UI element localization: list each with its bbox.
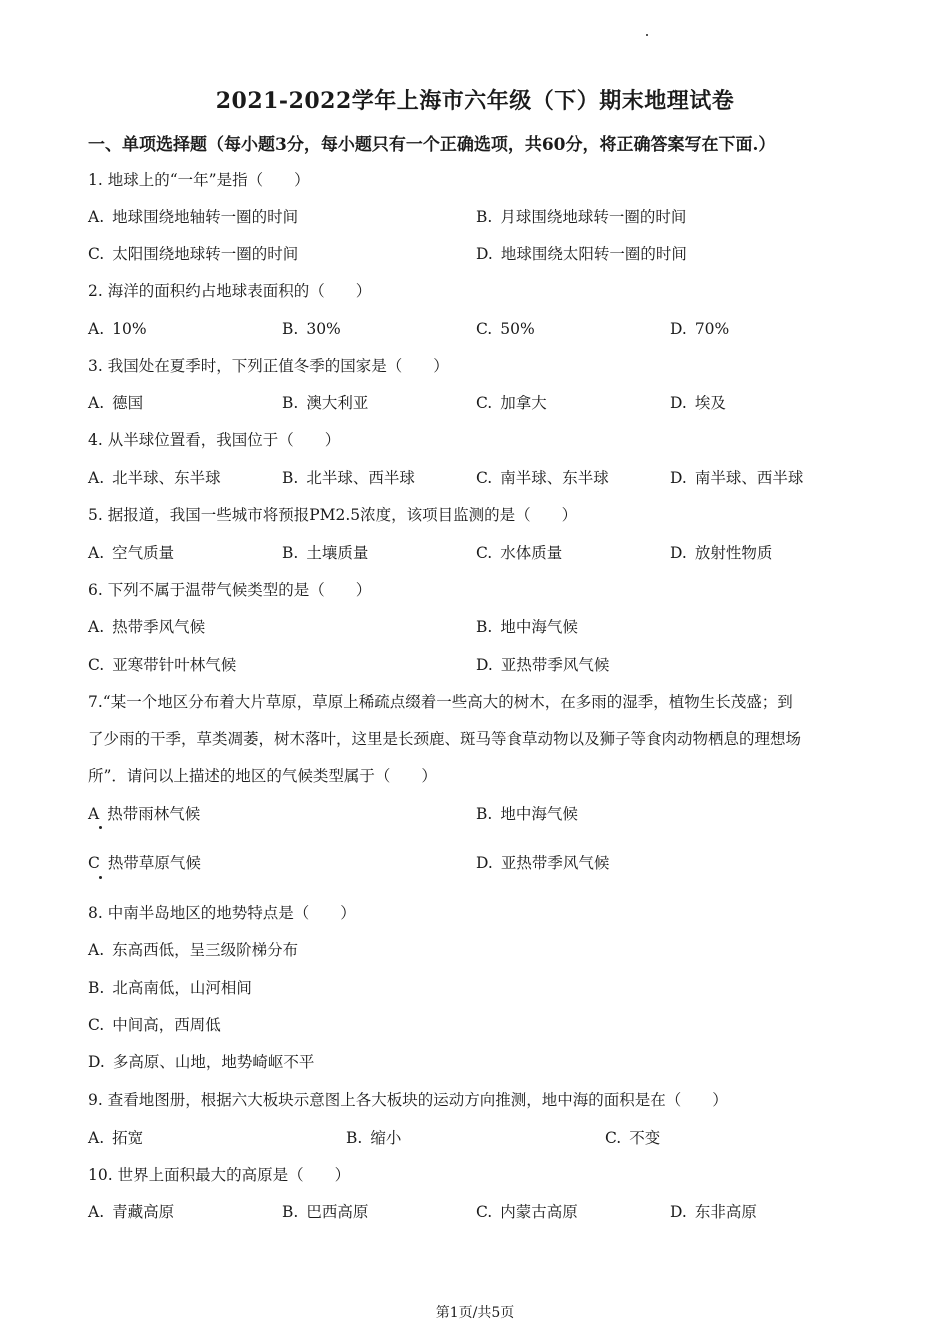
question-3-option-d: D. 埃及 bbox=[670, 394, 726, 412]
question-5-option-c: C. 水体质量 bbox=[476, 544, 563, 562]
question-4-option-c: C. 南半球、东半球 bbox=[476, 469, 609, 487]
question-7-stem-line-1: 7.“某一个地区分布着大片草原，草原上稀疏点缀着一些高大的树木，在多雨的湿季，植物生长茂盛；到 bbox=[88, 693, 793, 711]
question-10-option-b: B. 巴西高原 bbox=[282, 1203, 369, 1221]
question-1-option-a: A. 地球围绕地轴转一圈的时间 bbox=[88, 208, 299, 226]
question-8-option-d: D. 多高原、山地，地势崎岖不平 bbox=[88, 1053, 315, 1071]
question-4-option-a: A. 北半球、东半球 bbox=[88, 469, 221, 487]
question-4-stem: 4. 从半球位置看，我国位于（ ） bbox=[88, 431, 341, 449]
question-2-stem: 2. 海洋的面积约占地球表面积的（ ） bbox=[88, 282, 372, 300]
question-2-option-d: D. 70% bbox=[670, 320, 730, 338]
question-6-stem: 6. 下列不属于温带气候类型的是（ ） bbox=[88, 581, 372, 599]
question-7-option-d: D. 亚热带季风气候 bbox=[476, 854, 610, 872]
question-6-option-d: D. 亚热带季风气候 bbox=[476, 656, 610, 674]
question-6-option-b: B. 地中海气候 bbox=[476, 618, 578, 636]
question-5-stem: 5. 据报道，我国一些城市将预报PM2.5浓度，该项目监测的是（ ） bbox=[88, 506, 578, 524]
question-10-stem: 10. 世界上面积最大的高原是（ ） bbox=[88, 1166, 351, 1184]
question-3-stem: 3. 我国处在夏季时，下列正值冬季的国家是（ ） bbox=[88, 357, 449, 375]
page-title: 2021-2022学年上海市六年级（下）期末地理试卷 bbox=[215, 88, 735, 114]
section-heading: 一、单项选择题（每小题3分，每小题只有一个正确选项，共60分，将正确答案写在下面.） bbox=[88, 135, 776, 155]
question-2-option-b: B. 30% bbox=[282, 320, 341, 338]
question-5-option-d: D. 放射性物质 bbox=[670, 544, 773, 562]
question-4-option-b: B. 北半球、西半球 bbox=[282, 469, 415, 487]
question-10-option-d: D. 东非高原 bbox=[670, 1203, 757, 1221]
question-2-option-a: A. 10% bbox=[88, 320, 147, 338]
question-9-option-c: C. 不变 bbox=[605, 1129, 661, 1147]
question-1-option-c: C. 太阳围绕地球转一圈的时间 bbox=[88, 245, 299, 263]
question-7-stem-line-2: 了少雨的干季，草类凋萎，树木落叶，这里是长颈鹿、斑马等食草动物以及狮子等食肉动物栖息的理想场 bbox=[88, 730, 802, 748]
question-1-stem: 1. 地球上的“一年”是指（ ） bbox=[88, 171, 310, 189]
question-8-option-c: C. 中间高，西周低 bbox=[88, 1016, 221, 1034]
question-6-option-a: A. 热带季风气候 bbox=[88, 618, 206, 636]
question-7-option-c: C 热带草原气候 bbox=[88, 854, 201, 872]
question-1-option-d: D. 地球围绕太阳转一圈的时间 bbox=[476, 245, 687, 263]
option-dot-mark bbox=[99, 826, 102, 829]
question-3-option-a: A. 德国 bbox=[88, 394, 144, 412]
question-9-stem: 9. 查看地图册，根据六大板块示意图上各大板块的运动方向推测，地中海的面积是在（ ） bbox=[88, 1091, 728, 1109]
question-7-stem-line-3: 所”．请问以上描述的地区的气候类型属于（ ） bbox=[88, 767, 437, 785]
question-3-option-b: B. 澳大利亚 bbox=[282, 394, 369, 412]
question-8-stem: 8. 中南半岛地区的地势特点是（ ） bbox=[88, 904, 356, 922]
question-9-option-a: A. 拓宽 bbox=[88, 1129, 144, 1147]
question-7-option-a: A 热带雨林气候 bbox=[88, 805, 201, 823]
question-8-option-b: B. 北高南低，山河相间 bbox=[88, 979, 252, 997]
page-number: 第1页/共5页 bbox=[435, 1305, 515, 1321]
question-2-option-c: C. 50% bbox=[476, 320, 535, 338]
question-9-option-b: B. 缩小 bbox=[346, 1129, 402, 1147]
question-8-option-a: A. 东高西低，呈三级阶梯分布 bbox=[88, 941, 299, 959]
question-6-option-c: C. 亚寒带针叶林气候 bbox=[88, 656, 237, 674]
question-5-option-a: A. 空气质量 bbox=[88, 544, 175, 562]
question-10-option-a: A. 青藏高原 bbox=[88, 1203, 175, 1221]
question-1-option-b: B. 月球围绕地球转一圈的时间 bbox=[476, 208, 687, 226]
option-dot-mark bbox=[99, 876, 102, 879]
question-4-option-d: D. 南半球、西半球 bbox=[670, 469, 804, 487]
question-5-option-b: B. 土壤质量 bbox=[282, 544, 369, 562]
corner-mark bbox=[646, 34, 648, 36]
question-7-option-b: B. 地中海气候 bbox=[476, 805, 578, 823]
question-3-option-c: C. 加拿大 bbox=[476, 394, 547, 412]
question-10-option-c: C. 内蒙古高原 bbox=[476, 1203, 578, 1221]
